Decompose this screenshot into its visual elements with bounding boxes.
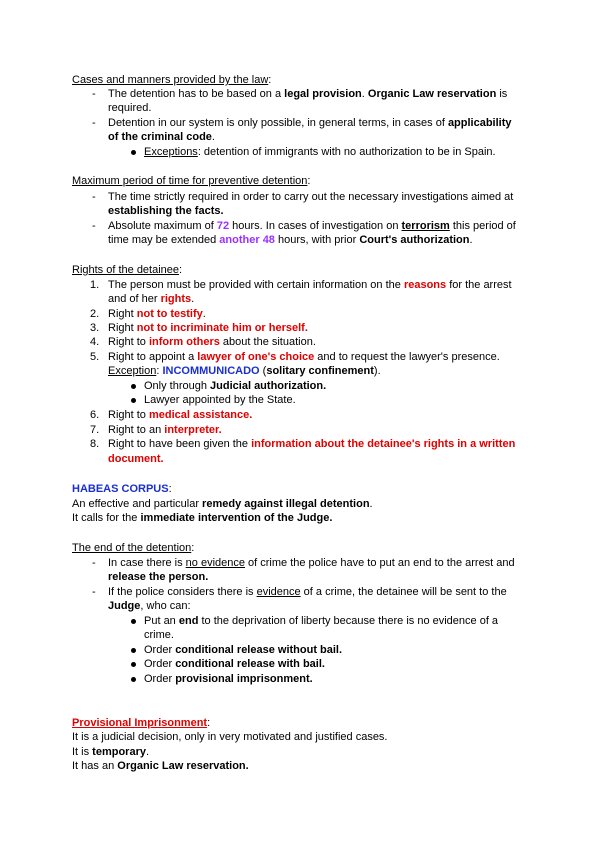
section-heading-rights: Rights of the detainee: <box>72 264 183 276</box>
list-number: 4. <box>90 336 100 348</box>
exception-sub-2: Lawyer appointed by the State. <box>144 394 296 406</box>
right-item-6: Right to medical assistance. <box>108 409 253 421</box>
list-number: 2. <box>90 308 100 320</box>
cases-item-2-cont: of the criminal code. <box>108 131 215 143</box>
section-heading-end: The end of the detention: <box>72 542 195 554</box>
provisional-line-3: It has an Organic Law reservation. <box>72 760 249 772</box>
exception-sub-1: Only through Judicial authorization. <box>144 380 327 392</box>
max-time-item-2: Absolute maximum of 72 hours. In cases of investigation on terrorism this period of <box>108 220 516 232</box>
cases-item-1-cont: required. <box>108 102 152 114</box>
habeas-line-1: An effective and particular remedy against illegal detention. <box>72 498 373 510</box>
end-sub-4: Order provisional imprisonment. <box>144 673 313 685</box>
end-item-2: If the police considers there is evidence of a crime, the detainee will be sent to the <box>108 586 507 598</box>
bullet-icon <box>131 619 136 624</box>
section-heading-habeas: HABEAS CORPUS: <box>72 483 172 495</box>
max-time-item-2-cont: time may be extended another 48 hours, with prior Court's authorization. <box>108 234 473 246</box>
dash-marker: - <box>92 586 96 598</box>
end-sub-1: Put an end to the deprivation of liberty because there is no evidence of a <box>144 615 499 627</box>
max-time-item-1: The time strictly required in order to carry out the necessary investigations aimed at <box>108 191 514 203</box>
list-number: 7. <box>90 424 100 436</box>
habeas-line-2: It calls for the immediate intervention of the Judge. <box>72 512 333 524</box>
right-item-8-cont: document. <box>108 453 164 465</box>
end-item-1: In case there is no evidence of crime the police have to put an end to the arrest and <box>108 557 515 569</box>
right-item-2: Right not to testify. <box>108 308 206 320</box>
bullet-icon <box>131 150 136 155</box>
cases-exception: Exceptions: detention of immigrants with no authorization to be in Spain. <box>144 146 496 158</box>
cases-item-2: Detention in our system is only possible, in general terms, in cases of applicability <box>108 117 512 129</box>
right-item-7: Right to an interpreter. <box>108 424 222 436</box>
end-sub-1-cont: crime. <box>144 629 174 641</box>
end-item-2-cont: Judge, who can: <box>108 600 191 612</box>
bullet-icon <box>131 398 136 403</box>
right-item-5-exception: Exception: INCOMMUNICADO (solitary confinement). <box>108 365 381 377</box>
right-item-5: Right to appoint a lawyer of one's choice and to request the lawyer's presence. <box>108 351 500 363</box>
right-item-3: Right not to incriminate him or herself. <box>108 322 308 334</box>
bullet-icon <box>131 662 136 667</box>
list-number: 3. <box>90 322 100 334</box>
bullet-icon <box>131 648 136 653</box>
dash-marker: - <box>92 117 96 129</box>
end-item-1-cont: release the person. <box>108 571 209 583</box>
bullet-icon <box>131 384 136 389</box>
right-item-4: Right to inform others about the situation. <box>108 336 316 348</box>
cases-item-1: The detention has to be based on a legal provision. Organic Law reservation is <box>108 88 508 100</box>
dash-marker: - <box>92 88 96 100</box>
list-number: 5. <box>90 351 100 363</box>
right-item-1: The person must be provided with certain information on the reasons for the arrest <box>108 279 512 291</box>
right-item-8: Right to have been given the information about the detainee's rights in a written <box>108 438 516 450</box>
list-number: 6. <box>90 409 100 421</box>
dash-marker: - <box>92 557 96 569</box>
end-sub-2: Order conditional release without bail. <box>144 644 343 656</box>
dash-marker: - <box>92 220 96 232</box>
provisional-line-2: It is temporary. <box>72 746 150 758</box>
list-number: 8. <box>90 438 100 450</box>
right-item-1-cont: and of her rights. <box>108 293 195 305</box>
max-time-item-1-cont: establishing the facts. <box>108 205 224 217</box>
provisional-line-1: It is a judicial decision, only in very motivated and justified cases. <box>72 731 388 743</box>
section-heading-cases: Cases and manners provided by the law: <box>72 74 272 86</box>
list-number: 1. <box>90 279 100 291</box>
dash-marker: - <box>92 191 96 203</box>
end-sub-3: Order conditional release with bail. <box>144 658 325 670</box>
section-heading-max-time: Maximum period of time for preventive detention: <box>72 175 311 187</box>
bullet-icon <box>131 677 136 682</box>
section-heading-provisional: Provisional Imprisonment: <box>72 717 211 729</box>
